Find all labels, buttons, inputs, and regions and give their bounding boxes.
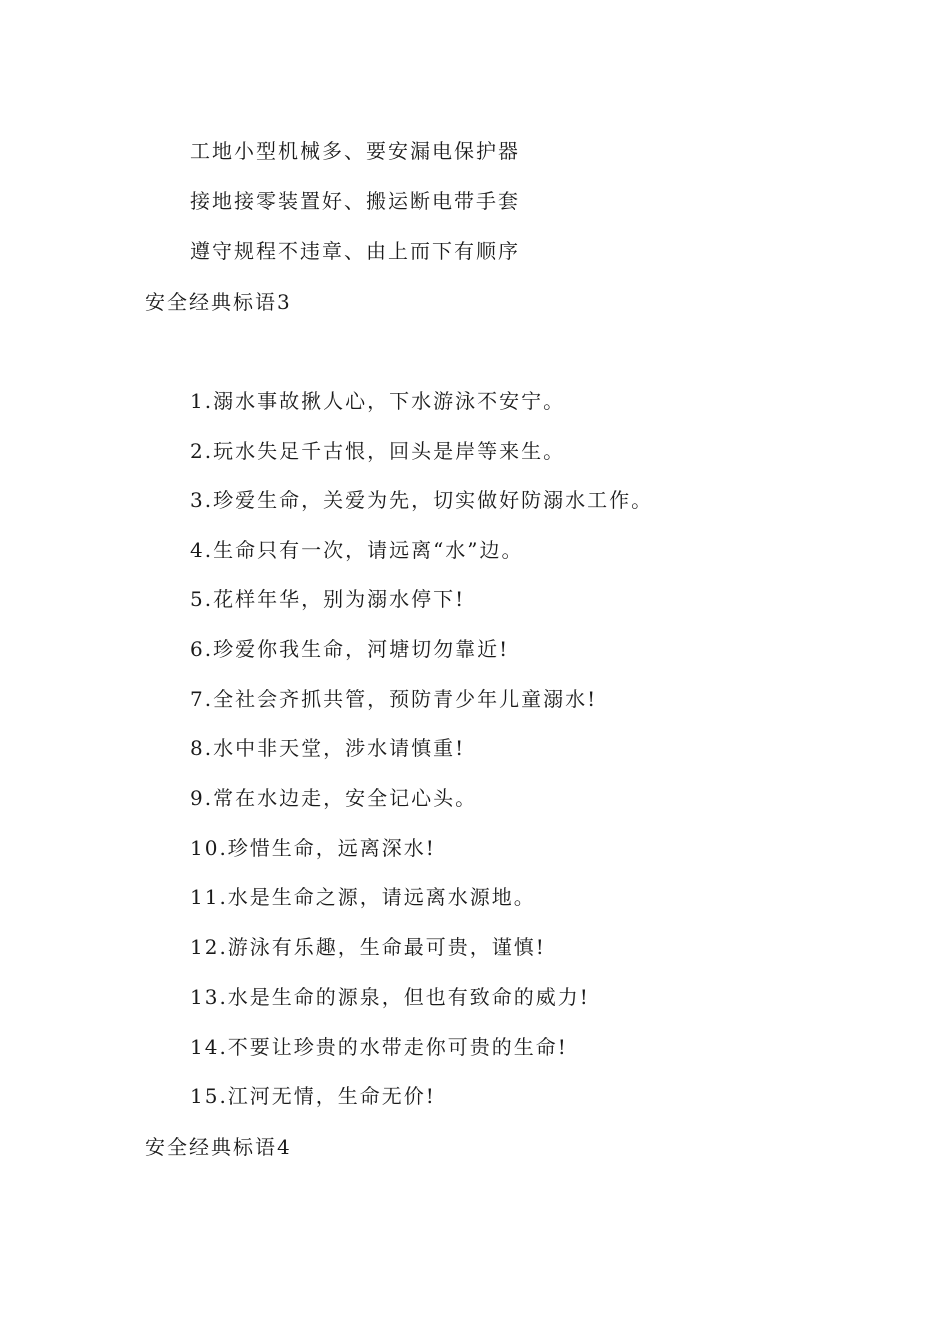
list-item: 5.花样年华，别为溺水停下! [190, 587, 466, 611]
list-item: 4.生命只有一次，请远离“水”边。 [190, 538, 524, 562]
section-heading-3: 安全经典标语3 [145, 290, 292, 314]
list-item: 2.玩水失足千古恨，回头是岸等来生。 [190, 439, 566, 463]
section-heading-4: 安全经典标语4 [145, 1135, 292, 1159]
list-item: 11.水是生命之源，请远离水源地。 [190, 885, 536, 909]
list-item: 10.珍惜生命，远离深水! [190, 836, 436, 860]
list-item: 13.水是生命的源泉，但也有致命的威力! [190, 985, 590, 1009]
list-item: 14.不要让珍贵的水带走你可贵的生命! [190, 1035, 568, 1059]
list-item: 3.珍爱生命，关爱为先，切实做好防溺水工作。 [190, 488, 654, 512]
intro-line: 遵守规程不违章、由上而下有顺序 [190, 239, 520, 263]
list-item: 8.水中非天堂，涉水请慎重! [190, 736, 466, 760]
list-item: 12.游泳有乐趣，生命最可贵，谨慎! [190, 935, 546, 959]
intro-line: 接地接零装置好、搬运断电带手套 [190, 189, 520, 213]
intro-line: 工地小型机械多、要安漏电保护器 [190, 139, 520, 163]
list-item: 15.江河无情，生命无价! [190, 1084, 436, 1108]
list-item: 7.全社会齐抓共管，预防青少年儿童溺水! [190, 687, 598, 711]
list-item: 6.珍爱你我生命，河塘切勿靠近! [190, 637, 510, 661]
list-item: 1.溺水事故揪人心，下水游泳不安宁。 [190, 389, 566, 413]
list-item: 9.常在水边走，安全记心头。 [190, 786, 478, 810]
